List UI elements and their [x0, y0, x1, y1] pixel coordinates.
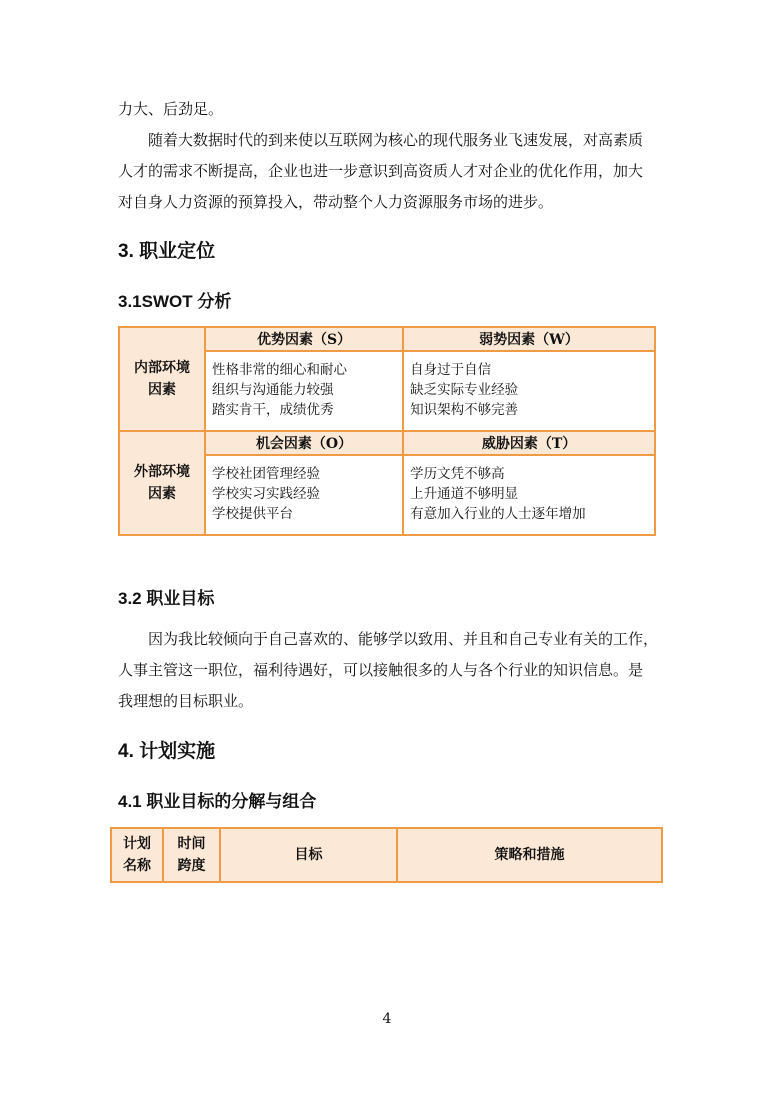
list-item: 性格非常的细心和耐心 — [212, 362, 347, 378]
swot-threats-cell — [403, 455, 655, 535]
heading-goal-decomposition: 4.1 职业目标的分解与组合 — [118, 792, 317, 811]
swot-weaknesses-cell — [403, 351, 655, 431]
plan-col-strategy: 策略和措施 — [397, 828, 662, 882]
list-item: 踏实肯干，成绩优秀 — [212, 402, 334, 418]
heading-career-goal: 3.2 职业目标 — [118, 589, 215, 608]
list-item: 学历文凭不够高 — [410, 466, 505, 482]
swot-opportunities-cell — [205, 455, 403, 535]
list-item: 学校社团管理经验 — [212, 466, 320, 482]
list-item: 组织与沟通能力较强 — [212, 382, 334, 398]
plan-col-goal: 目标 — [220, 828, 397, 882]
heading-plan-implementation: 4. 计划实施 — [118, 741, 216, 762]
paragraph-continuation: 力大、后劲足。 — [118, 100, 224, 118]
swot-internal-label: 内部环境 因素 — [119, 327, 205, 431]
plan-table — [110, 827, 663, 883]
swot-external-label: 外部环境 因素 — [119, 431, 205, 535]
paragraph-career-goal: 因为我比较倾向于自己喜欢的、能够学以致用、并且和自己专业有关的工作， 人事主管这一职位，福利待遇好，可以接触很多的人与各个行业的知识信息。是 我理想的目标职业。 — [118, 630, 659, 710]
list-item: 有意加入行业的人士逐年增加 — [410, 506, 586, 522]
heading-career-positioning: 3. 职业定位 — [118, 241, 216, 262]
list-item: 自身过于自信 — [410, 362, 492, 378]
swot-opportunities-header: 机会因素（O） — [205, 431, 403, 455]
table-row — [111, 828, 662, 882]
swot-strengths-header: 优势因素（S） — [205, 327, 403, 351]
list-item: 缺乏实际专业经验 — [410, 382, 519, 398]
heading-swot-analysis: 3.1SWOT 分析 — [118, 292, 232, 311]
plan-col-timespan: 时间 跨度 — [163, 828, 220, 882]
plan-col-name: 计划 名称 — [111, 828, 163, 882]
list-item: 学校实习实践经验 — [212, 486, 320, 502]
list-item: 知识架构不够完善 — [410, 402, 519, 418]
swot-table — [118, 326, 656, 536]
paragraph-market: 随着大数据时代的到来使以互联网为核心的现代服务业飞速发展，对高素质 人才的需求不断提高，企业也进一步意识到高资质人才对企业的优化作用，加大 对自身人力资源的预算投入，带动整个人力资源服务市场的进步。 — [118, 131, 644, 211]
swot-weaknesses-header: 弱势因素（W） — [403, 327, 655, 351]
page-number: 4 — [382, 1011, 392, 1027]
swot-threats-header: 威胁因素（T） — [403, 431, 655, 455]
list-item: 学校提供平台 — [212, 506, 293, 522]
list-item: 上升通道不够明显 — [410, 486, 519, 502]
swot-strengths-cell — [205, 351, 403, 431]
